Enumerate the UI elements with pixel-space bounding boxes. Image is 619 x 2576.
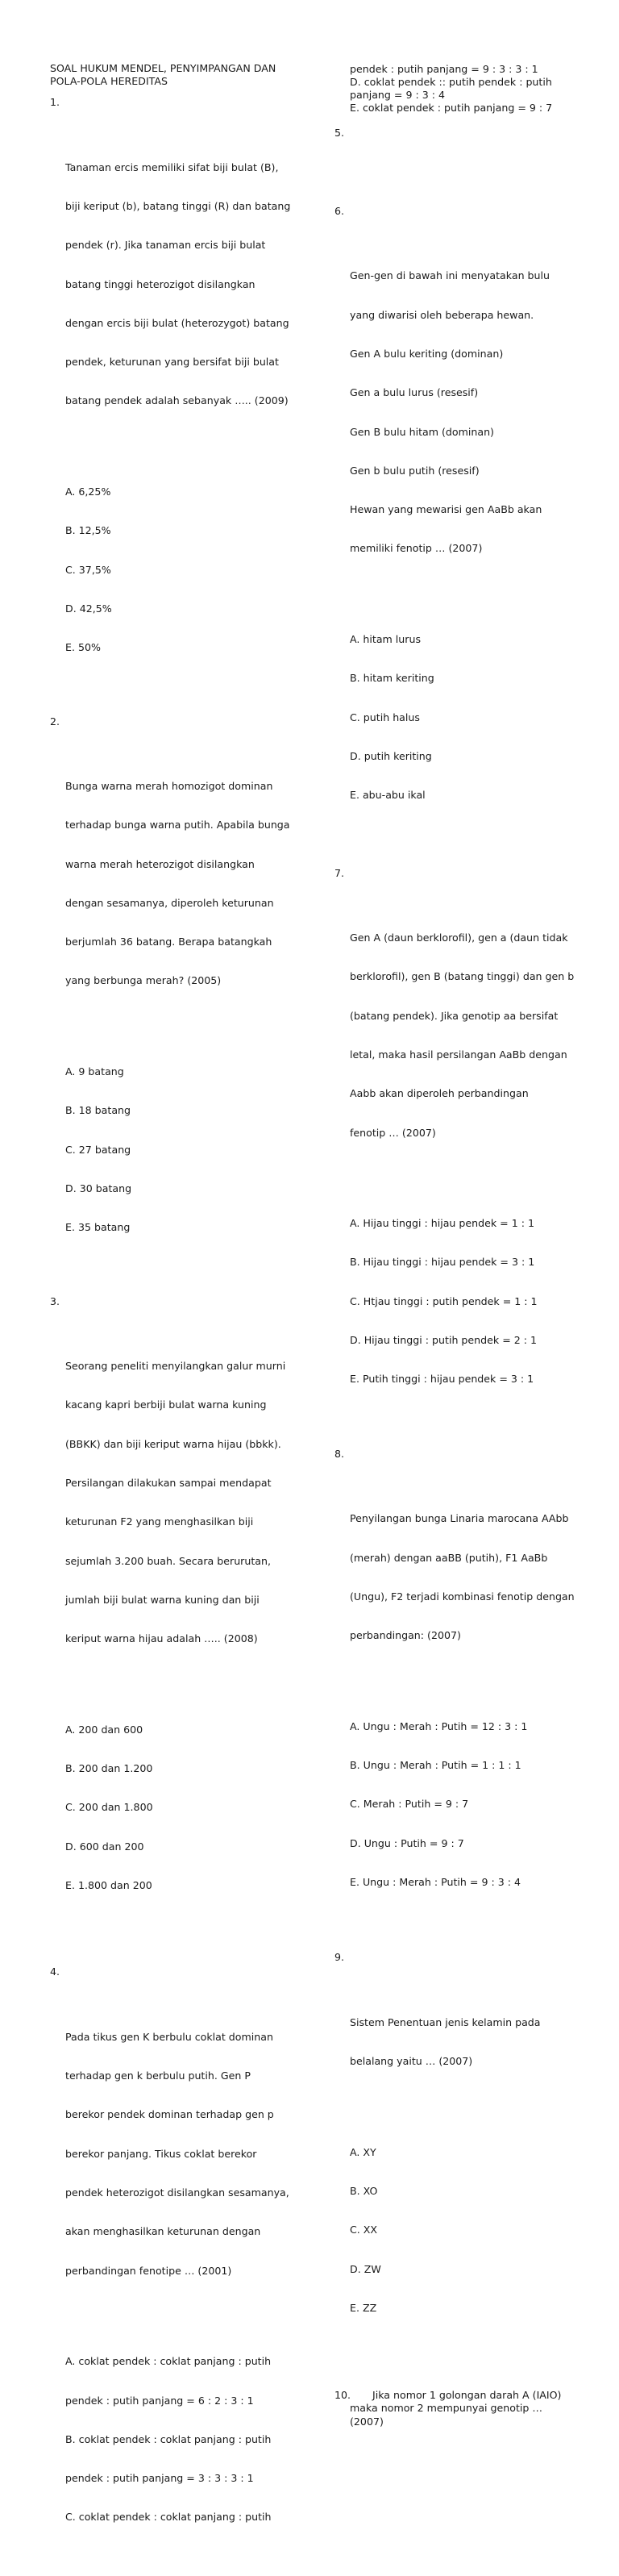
stem-line: pendek heterozigot disilangkan sesamanya, — [65, 2186, 289, 2199]
answer-option: A. 200 dan 600 — [65, 1723, 143, 1736]
stem-line: (BBKK) dan biji keriput warna hijau (bbkk). — [65, 1437, 281, 1450]
answer-option: A. Ungu : Merah : Putih = 12 : 3 : 1 — [350, 1719, 528, 1732]
question-number: 3. — [50, 1294, 60, 1307]
stem-line: Jika nomor 1 golongan darah A (IAIO) — [372, 2389, 562, 2402]
stem-line: Gen B bulu hitam (dominan) — [350, 425, 494, 438]
stem-line: yang diwarisi oleh beberapa hewan. — [350, 308, 534, 321]
answer-options — [350, 2120, 600, 2341]
left-column — [50, 62, 320, 2576]
question-stem — [65, 2005, 320, 2303]
answer-option: A. 6,25% — [65, 486, 111, 498]
stem-line: perbandingan: (2007) — [350, 1629, 461, 1642]
question-number: 4. — [50, 1965, 60, 1978]
stem-line: (2007) — [350, 2415, 384, 2428]
stem-line: Sistem Penentuan jenis kelamin pada — [350, 2015, 541, 2028]
question-stem — [350, 1486, 600, 1668]
answer-option: E. 50% — [65, 641, 101, 654]
answer-option: pendek : putih panjang = 9 : 3 : 3 : 1 — [350, 63, 538, 75]
stem-line: warna merah heterozigot disilangkan — [65, 857, 255, 870]
answer-option: D. Hijau tinggi : putih pendek = 2 : 1 — [350, 1334, 538, 1346]
answer-option: B. coklat pendek : coklat panjang : putih — [65, 2432, 272, 2445]
answer-options — [65, 1040, 320, 1261]
stem-line: dengan ercis biji bulat (heterozygot) batang — [65, 316, 289, 329]
answer-option: E. ZZ — [350, 2301, 377, 2314]
question-number: 10. — [334, 2389, 351, 2402]
question-8 — [334, 1448, 600, 1941]
title-line: SOAL HUKUM MENDEL, PENYIMPANGAN DAN — [50, 62, 276, 74]
title-line: POLA-POLA HEREDITAS — [50, 75, 168, 88]
question-stem — [350, 906, 600, 1165]
stem-line: berklorofil), gen B (batang tinggi) dan gen b — [350, 970, 575, 983]
answer-option: A. 9 batang — [65, 1065, 124, 1078]
answer-option: B. 18 batang — [65, 1104, 131, 1117]
question-stem — [65, 1334, 320, 1671]
answer-option: E. 1.800 dan 200 — [65, 1878, 152, 1891]
stem-line: Tanaman ercis memiliki sifat biji bulat (B), — [65, 160, 279, 173]
stem-line: akan menghasilkan keturunan dengan — [65, 2225, 261, 2238]
answer-option: E. abu-abu ikal — [350, 789, 426, 802]
stem-line: Hewan yang mewarisi gen AaBb akan — [350, 503, 542, 516]
question-4 — [50, 1965, 320, 2575]
answer-option: C. 27 batang — [65, 1143, 131, 1156]
question-stem — [350, 1990, 600, 2095]
answer-option: pendek : putih panjang = 3 : 3 : 3 : 1 — [65, 2472, 254, 2485]
stem-line: Bunga warna merah homozigot dominan — [65, 780, 273, 793]
question-10 — [334, 2389, 600, 2428]
answer-option: E. coklat pendek : putih panjang = 9 : 7 — [350, 102, 553, 115]
stem-line: keturunan F2 yang menghasilkan biji — [65, 1515, 254, 1528]
stem-line: Aabb akan diperoleh perbandingan — [350, 1087, 529, 1100]
question-stem — [65, 754, 320, 1014]
question-6 — [334, 205, 600, 854]
question-number: 6. — [334, 204, 345, 217]
stem-line: kacang kapri berbiji bulat warna kuning — [65, 1398, 267, 1411]
stem-line: pendek (r). Jika tanaman ercis biji bulat — [65, 239, 266, 252]
question-number: 8. — [334, 1447, 345, 1460]
answer-option: B. 12,5% — [65, 524, 111, 537]
answer-option: E. Putih tinggi : hijau pendek = 3 : 1 — [350, 1373, 534, 1386]
question-number: 2. — [50, 715, 60, 727]
question-1 — [50, 96, 320, 706]
answer-options — [350, 1191, 600, 1412]
question-stem — [350, 244, 600, 581]
stem-line: (batang pendek). Jika genotip aa bersifat — [350, 1009, 559, 1022]
stem-line: Seorang peneliti menyilangkan galur murni — [65, 1360, 286, 1373]
answer-options — [350, 607, 600, 828]
stem-line: Gen b bulu putih (resesif) — [350, 464, 480, 477]
answer-option: B. XO — [350, 2185, 378, 2197]
stem-line: Gen a bulu lurus (resesif) — [350, 386, 479, 399]
stem-line: terhadap gen k berbulu putih. Gen P — [65, 2070, 251, 2082]
stem-line: batang pendek adalah sebanyak ….. (2009) — [65, 394, 289, 407]
answer-option: C. XX — [350, 2224, 378, 2236]
stem-line: Gen A (daun berklorofil), gen a (daun tidak — [350, 932, 568, 944]
answer-option: D. 600 dan 200 — [65, 1840, 144, 1853]
stem-line: sejumlah 3.200 buah. Secara berurutan, — [65, 1554, 271, 1567]
answer-option: B. 200 dan 1.200 — [65, 1762, 153, 1775]
document-title — [50, 62, 320, 88]
question-7 — [334, 867, 600, 1438]
question-number: 5. — [334, 127, 345, 140]
question-3 — [50, 1295, 320, 1945]
right-column — [334, 63, 600, 2428]
answer-option: D. 42,5% — [65, 602, 112, 615]
answer-option: E. Ungu : Merah : Putih = 9 : 3 : 4 — [350, 1875, 521, 1888]
question-number: 7. — [334, 866, 345, 879]
answer-option: C. coklat pendek : coklat panjang : putih — [65, 2511, 272, 2524]
answer-options — [65, 460, 320, 681]
question-2 — [50, 715, 320, 1286]
stem-line: perbandingan fenotipe … (2001) — [65, 2264, 232, 2277]
stem-line: Gen-gen di bawah ini menyatakan bulu — [350, 269, 550, 282]
question-4-continued — [334, 63, 600, 115]
answer-option: C. 37,5% — [65, 563, 111, 576]
stem-line: terhadap bunga warna putih. Apabila bunga — [65, 819, 290, 832]
answer-option: B. Hijau tinggi : hijau pendek = 3 : 1 — [350, 1256, 535, 1269]
answer-option: D. 30 batang — [65, 1182, 132, 1194]
stem-line: keriput warna hijau adalah ….. (2008) — [65, 1632, 258, 1645]
answer-option: A. coklat pendek : coklat panjang : putih — [65, 2355, 272, 2368]
answer-options — [65, 1698, 320, 1919]
question-stem — [350, 166, 600, 179]
answer-option: D. ZW — [350, 2262, 381, 2275]
answer-option: panjang = 9 : 3 : 4 — [350, 89, 445, 102]
answer-option: pendek : putih panjang = 6 : 2 : 3 : 1 — [65, 2394, 254, 2407]
stem-line: (merah) dengan aaBB (putih), F1 AaBb — [350, 1551, 548, 1564]
answer-option: C. Htjau tinggi : putih pendek = 1 : 1 — [350, 1294, 538, 1307]
question-number: 1. — [50, 96, 60, 109]
stem-line: berekor panjang. Tikus coklat berekor — [65, 2147, 257, 2160]
stem-line: (Ungu), F2 terjadi kombinasi fenotip dengan — [350, 1590, 575, 1603]
answer-option: C. putih halus — [350, 711, 420, 723]
question-5 — [334, 127, 600, 205]
answer-option: D. Ungu : Putih = 9 : 7 — [350, 1836, 464, 1849]
answer-option: A. Hijau tinggi : hijau pendek = 1 : 1 — [350, 1217, 534, 1230]
stem-line: yang berbunga merah? (2005) — [65, 974, 222, 987]
answer-options — [350, 1694, 600, 1915]
answer-option: C. Merah : Putih = 9 : 7 — [350, 1798, 469, 1811]
stem-line: Gen A bulu keriting (dominan) — [350, 347, 504, 360]
stem-line: Penyilangan bunga Linaria marocana AAbb — [350, 1512, 569, 1525]
stem-line: Persilangan dilakukan sampai mendapat — [65, 1477, 272, 1490]
answer-option: B. Ungu : Merah : Putih = 1 : 1 : 1 — [350, 1759, 521, 1771]
answer-option: E. 35 batang — [65, 1221, 131, 1234]
stem-line: biji keriput (b), batang tinggi (R) dan batang — [65, 199, 291, 212]
answer-option: D. coklat pendek :: putih pendek : putih — [350, 76, 552, 89]
answer-option: D. putih keriting — [350, 749, 432, 762]
stem-line: berjumlah 36 batang. Berapa batangkah — [65, 936, 272, 948]
stem-line: batang tinggi heterozigot disilangkan — [65, 277, 255, 290]
stem-line: letal, maka hasil persilangan AaBb dengan — [350, 1048, 567, 1061]
stem-line: memiliki fenotip … (2007) — [350, 542, 483, 555]
answer-option: C. 200 dan 1.800 — [65, 1801, 153, 1814]
stem-line: Pada tikus gen K berbulu coklat dominan — [65, 2030, 273, 2043]
stem-line: belalang yaitu … (2007) — [350, 2055, 473, 2068]
stem-line: maka nomor 2 mempunyai genotip … — [350, 2402, 543, 2415]
answer-options — [65, 2329, 320, 2550]
stem-line: jumlah biji bulat warna kuning dan biji — [65, 1593, 260, 1606]
stem-line: fenotip … (2007) — [350, 1126, 436, 1139]
stem-line: pendek, keturunan yang bersifat biji bulat — [65, 356, 279, 369]
stem-line: berekor pendek dominan terhadap gen p — [65, 2108, 274, 2121]
question-9 — [334, 1951, 600, 2366]
answer-option: B. hitam keriting — [350, 672, 434, 685]
answer-option: A. hitam lurus — [350, 633, 422, 646]
stem-line: dengan sesamanya, diperoleh keturunan — [65, 896, 274, 909]
question-stem — [65, 135, 320, 433]
answer-option: A. XY — [350, 2145, 376, 2158]
question-number: 9. — [334, 1951, 345, 1964]
question-stem — [350, 2389, 600, 2428]
